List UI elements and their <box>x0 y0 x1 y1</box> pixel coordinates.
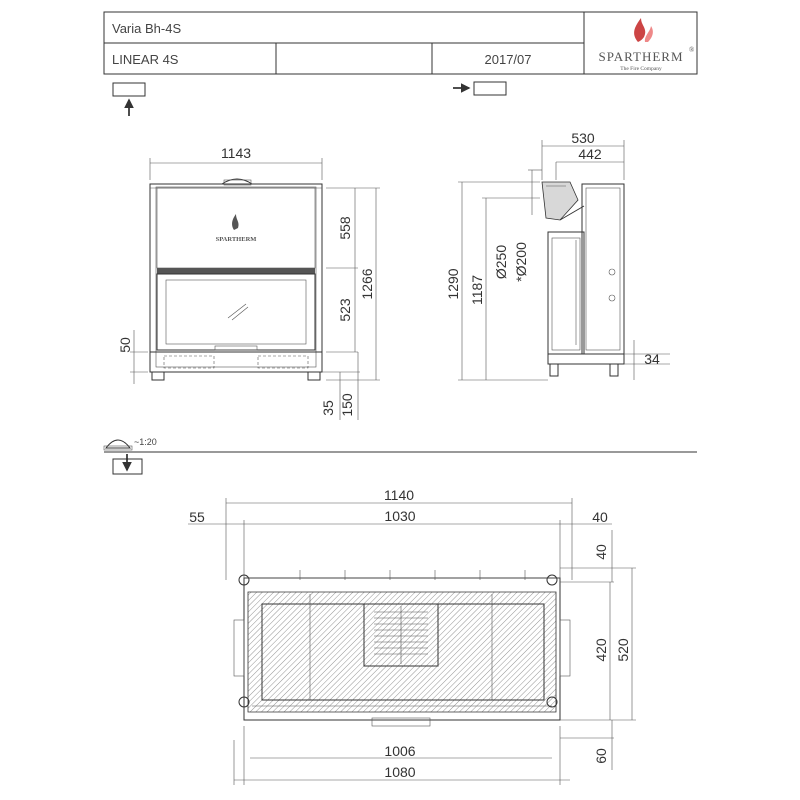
plan-top-offset-dim: 40 <box>593 544 609 560</box>
plan-left-offset-dim: 55 <box>189 509 205 525</box>
hood-flame-icon <box>232 214 238 230</box>
scale-icon <box>104 437 157 450</box>
title-block <box>104 12 697 74</box>
side-leg-height-dim: 34 <box>644 351 660 367</box>
plan-bottom-offset-dim: 60 <box>593 748 609 764</box>
plan-width-1006-dim: 1006 <box>384 743 416 759</box>
plan-width-total-dim: 1140 <box>383 487 415 503</box>
front-total-height-dim: 1266 <box>359 268 375 300</box>
flame-small-icon <box>645 26 653 42</box>
front-width-dim: 1143 <box>220 145 252 161</box>
side-outlet-height-dim: 1187 <box>469 274 485 306</box>
hood-logo-text: SPARTHERM <box>215 236 257 243</box>
brand-tagline: The Fire Company <box>620 66 662 72</box>
plan-width-1080-dim: 1080 <box>384 764 416 780</box>
front-foot-35-dim: 35 <box>320 400 336 416</box>
side-depth-inner-dim: 442 <box>578 146 602 162</box>
side-total-height-dim: 1290 <box>445 268 461 300</box>
brand-registered: ® <box>689 46 695 54</box>
brand-name: SPARTHERM <box>598 49 684 64</box>
front-base-height-dim: 50 <box>117 337 133 353</box>
spartherm-logo <box>598 18 695 72</box>
side-depth-total-dim: 530 <box>571 130 595 146</box>
side-view-arrow-icon <box>453 82 506 95</box>
plan-depth-inner-dim: 420 <box>593 638 609 662</box>
plan-width-inner-dim: 1030 <box>384 508 416 524</box>
front-view-arrow-icon <box>113 83 145 116</box>
scale-label: ~1:20 <box>134 437 157 447</box>
series-name: LINEAR 4S <box>112 52 179 67</box>
flue-diameter-dim: Ø250 <box>493 244 509 280</box>
flue-diameter-alt-dim: *Ø200 <box>513 242 529 282</box>
plan-depth-total-dim: 520 <box>615 638 631 662</box>
front-foot-150-dim: 150 <box>339 393 355 417</box>
plan-view <box>188 487 636 785</box>
front-lower-height-dim: 523 <box>337 298 353 322</box>
drawing-date: 2017/07 <box>484 52 532 67</box>
plan-right-offset-dim: 40 <box>592 509 608 525</box>
flame-icon <box>634 18 645 42</box>
front-upper-height-dim: 558 <box>337 216 353 240</box>
top-view-arrow-icon <box>113 454 142 474</box>
front-view <box>117 145 380 420</box>
model-name: Varia Bh-4S <box>112 21 182 36</box>
side-view <box>445 130 670 380</box>
